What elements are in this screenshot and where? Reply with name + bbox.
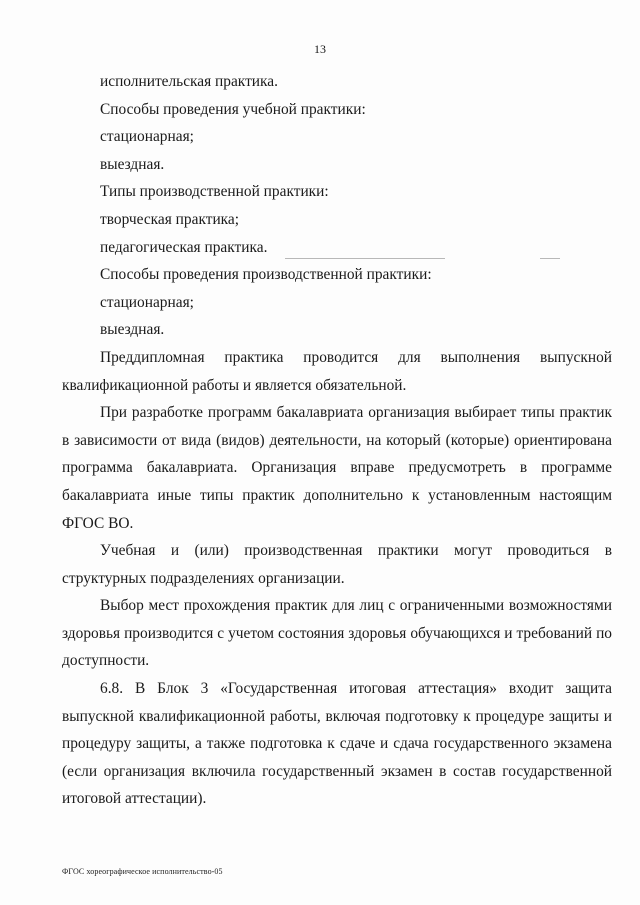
list-line: исполнительская практика.: [100, 73, 278, 90]
list-line: Способы проведения производственной практики:: [100, 266, 432, 284]
list-line: стационарная;: [100, 293, 194, 311]
document-body: [62, 68, 612, 813]
page-number: 13: [314, 42, 326, 56]
list-line: выездная.: [100, 155, 165, 173]
list-line: педагогическая практика.: [100, 238, 268, 256]
paragraph: 6.8. В Блок 3 «Государственная итоговая аттестация» входит защита выпускной квалификационной работы, включая подготовку к процедуре защиты и процедуру защиты, а также подготовка к сдаче и сдача государственного экзамена (если организация включила государственный экзамен в состав государственной итоговой аттестации).: [62, 680, 612, 808]
list-line: Типы производственной практики:: [100, 183, 329, 201]
paragraph: Учебная и (или) производственная практики могут проводиться в структурных подразделениях организации.: [62, 542, 612, 587]
paragraph: При разработке программ бакалавриата организация выбирает типы практик в зависимости от вида (видов) деятельности, на который (которые) ориентирована программа бакалавриата. Организация вправе предусмотреть в программе бакалавриата иные типы практик дополнительно к установленным настоящим ФГОС ВО.: [62, 404, 612, 532]
list-line: Способы проведения учебной практики:: [100, 100, 366, 118]
paragraph: Преддипломная практика проводится для выполнения выпускной квалификационной работы и является обязательной.: [62, 348, 612, 394]
paragraph: Выбор мест прохождения практик для лиц с ограниченными возможностями здоровья производится с учетом состояния здоровья обучающихся и требований по доступности.: [62, 597, 612, 670]
list-line: выездная.: [100, 321, 165, 339]
footer-document-code: ФГОС хореографическое исполнительство-05: [62, 867, 223, 876]
list-line: стационарная;: [100, 128, 194, 146]
list-line: творческая практика;: [100, 210, 240, 228]
